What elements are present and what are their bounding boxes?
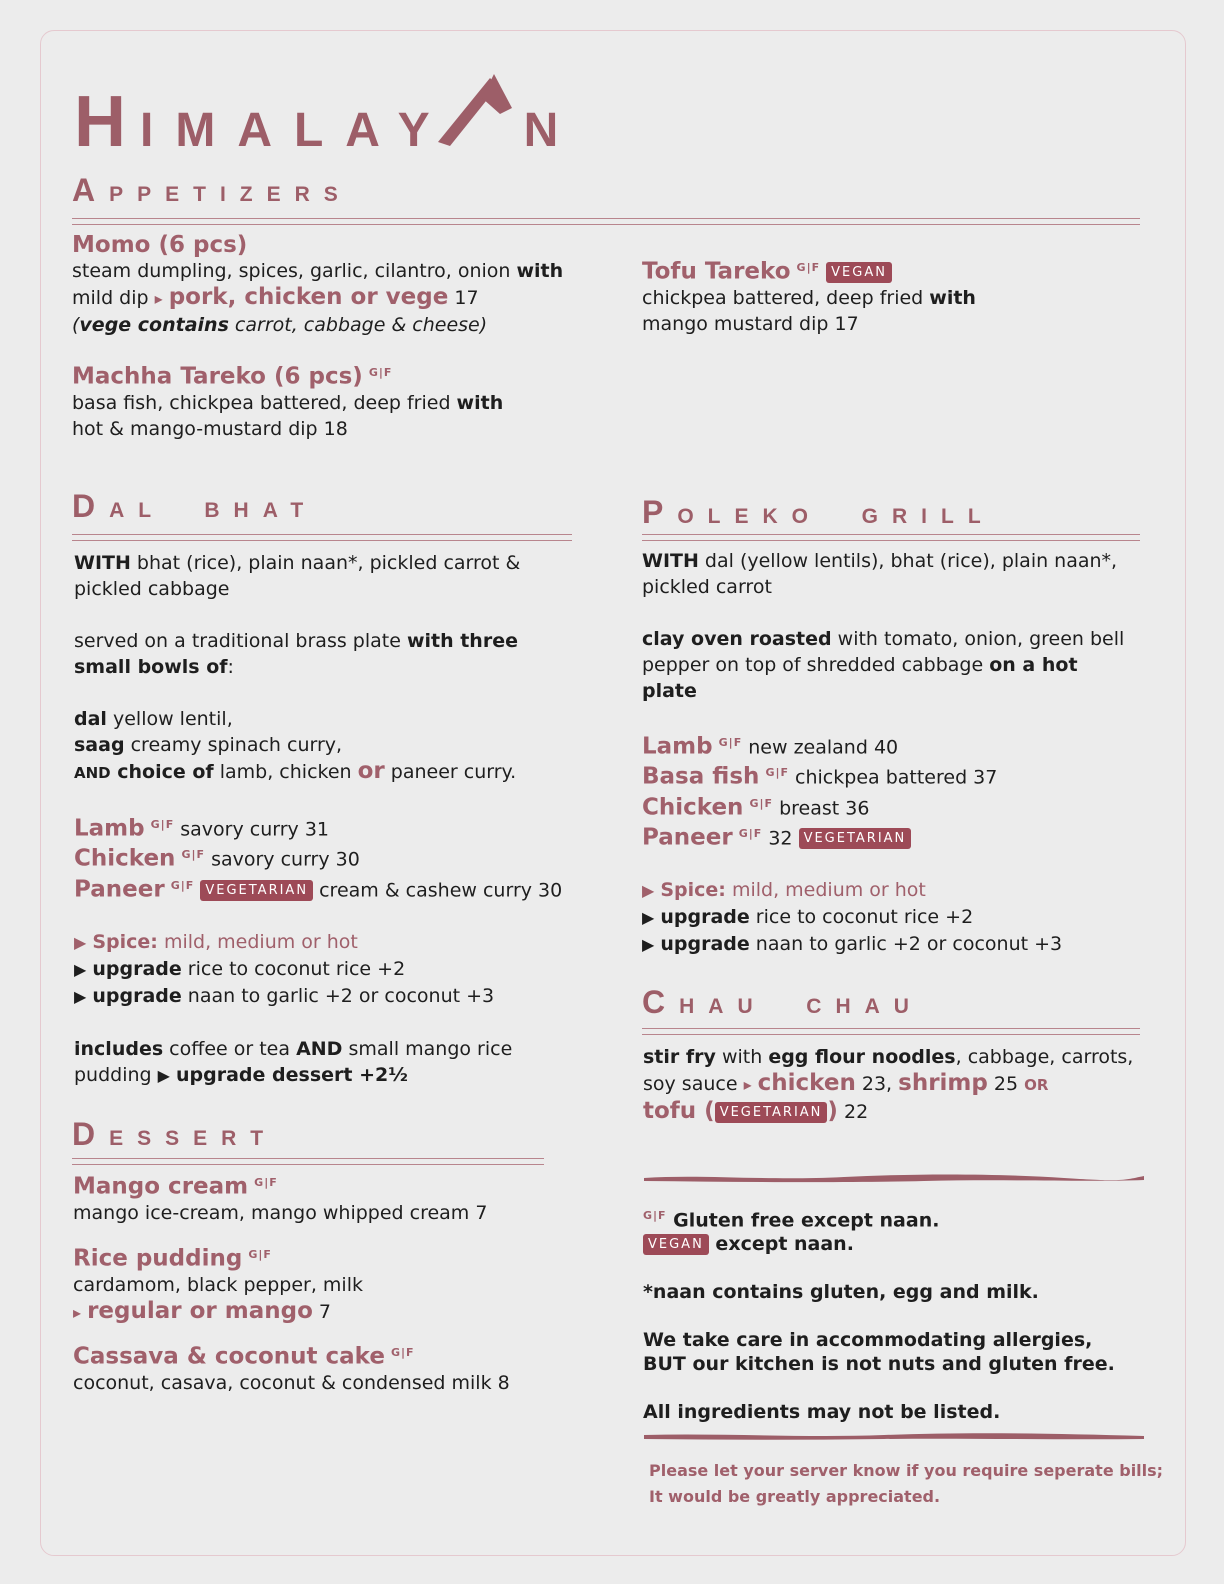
arrow-icon: ▶ (642, 908, 655, 928)
appetizers-rule-2 (72, 224, 1140, 225)
dessert-rule-2 (72, 1164, 544, 1165)
chau-block: stir fry with egg flour noodles, cabbage, carrots, soy sauce ▸ chicken 23, shrimp 25 OR tofu ( VEGETARIAN ) 22 (643, 1046, 1134, 1124)
poleko-rule (642, 534, 1140, 535)
item-momo: Momo (6 pcs) steam dumpling, spices, garlic, cilantro, onion with mild dip ▸ pork, chicken or vege 17 (vege contains carrot, cabbage & cheese) (72, 232, 572, 338)
brand-mid: IMALAY (140, 104, 452, 157)
notes-block: $^{G|F}$ Gluten free except naan. VEGAN except naan. *naan contains gluten, egg and milk. We take care in accommodating allergies, BUT our kitchen is not nuts and gluten free. All ingredients may not be listed. (643, 1209, 1115, 1424)
chau-rule-2 (642, 1034, 1140, 1035)
vegetarian-badge: VEGETARIAN (799, 828, 912, 849)
arrow-icon: ▸ (743, 1075, 752, 1094)
section-title-dessert: DESSERT (72, 1116, 278, 1152)
section-title-dal-bhat: DAL BHAT (72, 488, 318, 524)
vegan-badge: VEGAN (643, 1234, 709, 1255)
mountain-a-icon (436, 70, 516, 146)
separate-bills-notice: Please let your server know if you require seperate bills; It would be greatly appreciated. (649, 1461, 1164, 1506)
item-name: Machha Tareko (6 pcs) (72, 363, 363, 390)
dal-bhat-paneer: Paneer $^{G|F}$ VEGETARIAN cream & cashew curry 30 (74, 875, 563, 902)
section-title-chau-chau: CHAU CHAU (642, 984, 923, 1020)
arrow-icon: ▶ (157, 1065, 170, 1085)
item-name: Rice pudding (73, 1245, 243, 1272)
dal-bhat-chicken: Chicken $^{G|F}$ savory curry 30 (74, 845, 360, 872)
item-tofu-tareko: Tofu Tareko $^{G|F}$ VEGAN chickpea battered, deep fried with mango mustard dip 17 (642, 258, 976, 336)
gluten-free-mark: G|F (248, 1248, 272, 1261)
gluten-free-mark: G|F (368, 366, 393, 379)
item-name: Tofu Tareko (642, 258, 791, 285)
item-rice-pudding: Rice pudding $^{G|F}$ cardamom, black pepper, milk ▸ regular or mango 7 (73, 1245, 363, 1325)
item-machha-tareko: Machha Tareko (6 pcs) $^{G|F}$ basa fish, chickpea battered, deep fried with hot & mango-mustard dip 18 (72, 363, 504, 441)
gluten-free-mark: G|F (181, 848, 206, 862)
gluten-free-mark: G|F (643, 1209, 667, 1222)
item-name: Momo (6 pcs) (72, 232, 248, 258)
poleko-basa-fish: Basa fish $^{G|F}$ chickpea battered 37 (642, 763, 998, 790)
section-title-appetizers: APPETIZERS (72, 172, 352, 208)
poleko-chicken: Chicken $^{G|F}$ breast 36 (642, 793, 870, 820)
poleko-paneer: Paneer $^{G|F}$ 32 VEGETARIAN (642, 821, 1132, 851)
dal-bhat-rule (72, 534, 572, 535)
gluten-free-mark: G|F (749, 796, 774, 810)
arrow-icon: ▸ (154, 289, 163, 308)
gluten-free-mark: G|F (254, 1176, 278, 1189)
gluten-free-mark: G|F (170, 878, 195, 892)
brand-lead: H (74, 82, 126, 162)
item-mango-cream: Mango cream $^{G|F}$ mango ice-cream, mango whipped cream 7 (73, 1173, 488, 1225)
gluten-free-mark: G|F (390, 1346, 415, 1359)
vegan-badge: VEGAN (826, 262, 892, 283)
dal-bhat-block: WITH bhat (rice), plain naan*, pickled carrot & pickled cabbage served on a traditional brass plate with three small bowls of: dal yellow lentil, saag creamy spinach curry, AND choice of lamb, chicken or paneer curry. Lamb $^{G|F}$ savory curry 31 Chicken $^{G|F}$ savory curry 30 Paneer $^{G|F}$ VEGETARIAN cream & cashew curry 30 ▶ Spice: mild, medium or hot ▶ upgrade rice to coconut rice +2 ▶ upgrade naan to garlic +2 or coconut +3 includes coffee or tea AND small mango rice pudding ▶ upgrade dessert +2½ (74, 552, 563, 1086)
gluten-free-mark: G|F (150, 818, 175, 831)
arrow-icon: ▸ (73, 1303, 82, 1323)
chau-rule (642, 1028, 1140, 1029)
item-cassava-cake: Cassava & coconut cake $^{G|F}$ coconut, casava, coconut & condensed milk 8 (73, 1343, 510, 1395)
brush-divider-top (644, 1172, 1144, 1184)
vegetarian-badge: VEGETARIAN (715, 1102, 828, 1123)
gluten-free-mark: G|F (765, 766, 789, 780)
gluten-free-mark: G|F (738, 826, 763, 840)
poleko-lamb: Lamb $^{G|F}$ new zealand 40 (642, 733, 899, 760)
brand-logo (74, 70, 581, 162)
brand-tail: N (523, 104, 581, 157)
poleko-block: WITH dal (yellow lentils), bhat (rice), plain naan*, pickled carrot clay oven roasted with tomato, onion, green bell pepper on top of shredded cabbage on a hot plate Lamb $^{G|F}$ new zealand 40 Basa fish $^{G|F}$ chickpea battered 37 Chicken $^{G|F}$ breast 36 Paneer $^{G|F}$ 32 VEGETARIAN ▶ Spice: mild, medium or hot ▶ upgrade rice to coconut rice +2 ▶ upgrade naan to garlic +2 or coconut +3 (642, 548, 1132, 958)
brush-divider-bottom (644, 1430, 1144, 1442)
item-name: Cassava & coconut cake (73, 1343, 385, 1370)
dessert-rule (72, 1158, 544, 1159)
section-title-poleko-grill: POLEKO GRILL (642, 494, 995, 530)
gluten-free-mark: G|F (796, 261, 821, 274)
poleko-rule-2 (642, 540, 1140, 541)
arrow-icon: ▶ (74, 986, 87, 1006)
arrow-icon: ▶ (74, 959, 87, 979)
arrow-icon: ▶ (642, 935, 655, 955)
dal-bhat-lamb: Lamb $^{G|F}$ savory curry 31 (74, 815, 330, 842)
vegetarian-badge: VEGETARIAN (200, 880, 313, 901)
item-name: Mango cream (73, 1173, 249, 1200)
arrow-icon: ▶ (74, 932, 87, 952)
gluten-free-mark: G|F (718, 736, 743, 749)
appetizers-rule (72, 218, 1140, 219)
arrow-icon: ▶ (642, 881, 655, 901)
dal-bhat-rule-2 (72, 540, 572, 541)
